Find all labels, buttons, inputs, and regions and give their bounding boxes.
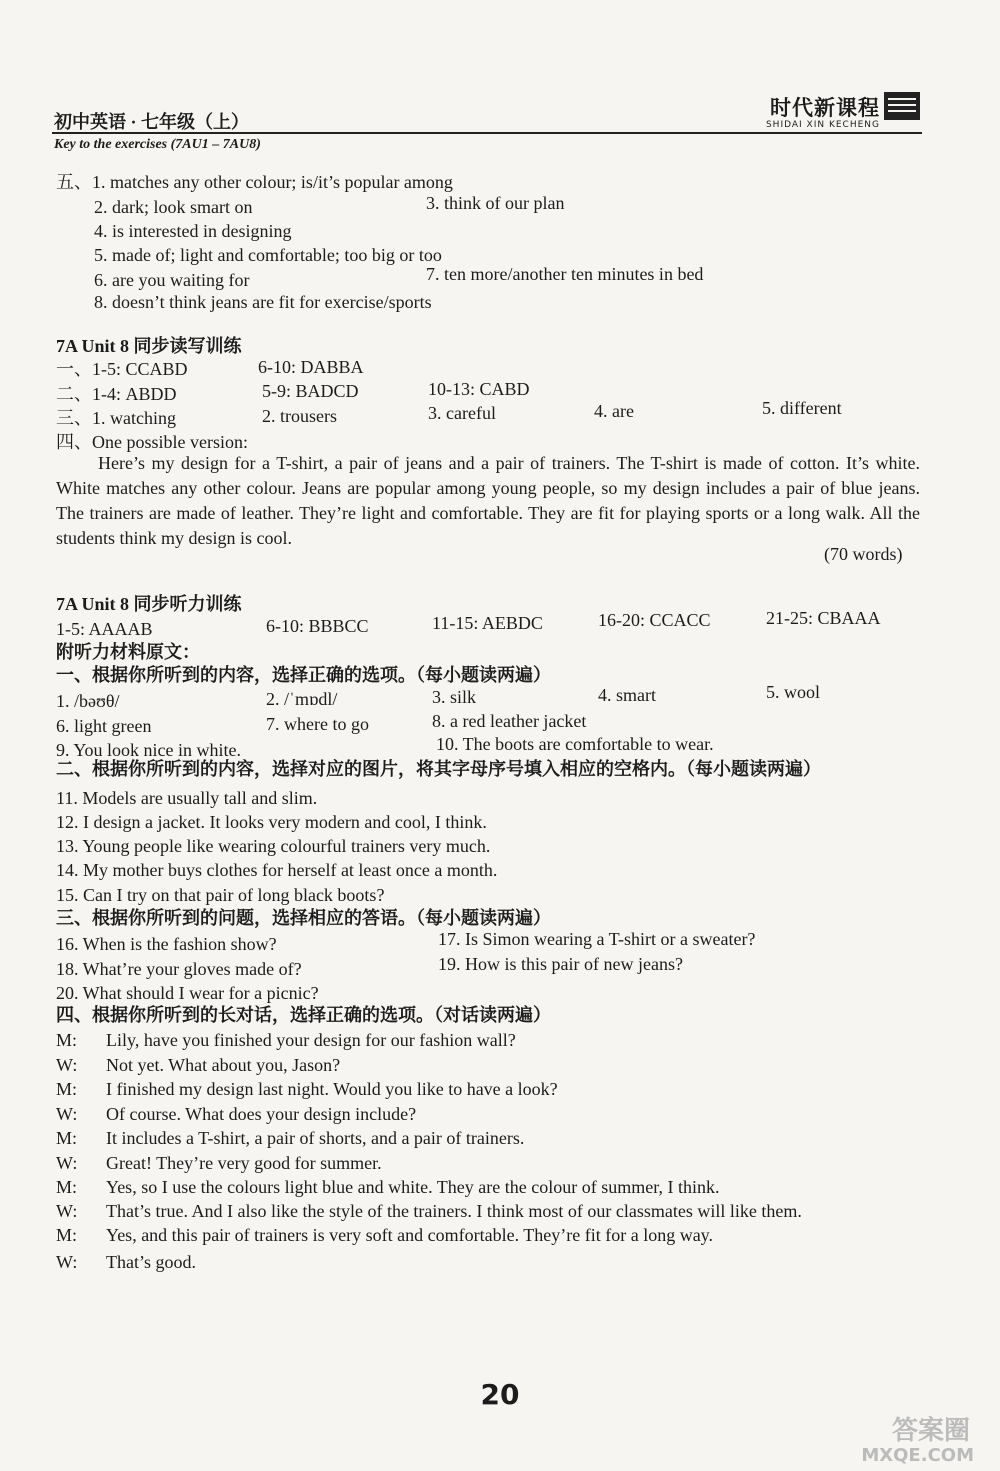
q14: 14. My mother buys clothes for herself at least once a month. [56,860,498,880]
q16: 16. When is the fashion show? [56,934,277,954]
dialogue-speaker: M: [56,1225,78,1245]
sec5-item-8: 8. doesn’t think jeans are fit for exercise/sports [94,292,432,312]
rw-row3-a: 三、1. watching [56,408,176,428]
dialogue-speaker: W: [56,1104,78,1124]
sec5-item-7: 7. ten more/another ten minutes in bed [426,264,704,284]
answer-1-5: 1-5: AAAAB [56,619,153,639]
q10: 10. The boots are comfortable to wear. [436,734,714,754]
dialogue-line: Of course. What does your design include? [106,1104,417,1124]
rw-row2-a: 二、1-4: ABDD [56,384,177,404]
listening-heading: 7A Unit 8 同步听力训练 [56,594,242,614]
rw-row4: 四、One possible version: [56,432,248,452]
rw-row2-c: 10-13: CABD [428,379,530,399]
sec5-line-1: 五、1. matches any other colour; is/it’s popular among [56,172,453,192]
header-subtitle: Key to the exercises (7AU1 – 7AU8) [54,137,261,152]
rw-row2-b: 5-9: BADCD [262,381,359,401]
rw-essay [56,451,920,551]
dialogue-speaker: W: [56,1153,78,1173]
q11: 11. Models are usually tall and slim. [56,788,318,808]
sec5-item-5: 5. made of; light and comfortable; too big or too [94,245,442,265]
q5: 5. wool [766,682,820,702]
rw-heading: 7A Unit 8 同步读写训练 [56,336,242,356]
watermark-url: MXQE.COM [861,1445,974,1466]
answer-6-10: 6-10: BBBCC [266,616,369,636]
q15: 15. Can I try on that pair of long black boots? [56,885,385,905]
q19: 19. How is this pair of new jeans? [438,954,683,974]
dialogue-line: That’s true. And I also like the style of the trainers. I think most of our classmates will like them. [106,1201,802,1221]
rw-row1-a: 一、1-5: CCABD [56,359,188,379]
answer-16-20: 16-20: CCACC [598,610,711,630]
dialogue-speaker: M: [56,1079,78,1099]
part4-heading: 四、根据你所听到的长对话，选择正确的选项。（对话读两遍） [56,1005,551,1025]
dialogue-line: Yes, and this pair of trainers is very soft and comfortable. They’re fit for a long way. [106,1225,714,1245]
dialogue-speaker: W: [56,1055,78,1075]
dialogue-speaker: W: [56,1201,78,1221]
dialogue-line: Great! They’re very good for summer. [106,1153,382,1173]
dialogue-speaker: W: [56,1252,78,1272]
header-rule [52,132,922,134]
q2: 2. /ˈmɒdl/ [266,689,338,709]
header-title: 初中英语 · 七年级（上） [54,112,250,132]
transcript-label: 附听力材料原文： [56,642,200,662]
rw-row3-c: 3. careful [428,403,496,423]
answer-11-15: 11-15: AEBDC [432,613,543,633]
q12: 12. I design a jacket. It looks very modern and cool, I think. [56,812,487,832]
watermark-logo: 答案圈 [891,1416,970,1446]
q9: 9. You look nice in white. [56,740,242,760]
dialogue-line: Yes, so I use the colours light blue and white. They are the colour of summer, I think. [106,1177,720,1197]
brand-logo-icon [884,92,920,120]
rw-row3-d: 4. are [594,401,634,421]
q4: 4. smart [598,685,656,705]
dialogue-speaker: M: [56,1030,78,1050]
brand [766,92,880,130]
q18: 18. What’re your gloves made of? [56,959,302,979]
rw-row3-e: 5. different [762,398,842,418]
sec5-item-3: 3. think of our plan [426,193,565,213]
q20: 20. What should I wear for a picnic? [56,983,319,1003]
dialogue-line: Lily, have you finished your design for our fashion wall? [106,1030,516,1050]
page-number: 20 [480,1378,520,1411]
q1: 1. /bəʊθ/ [56,691,120,711]
part1-heading: 一、根据你所听到的内容，选择正确的选项。（每小题读两遍） [56,665,551,685]
part2-heading: 二、根据你所听到的内容，选择对应的图片，将其字母序号填入相应的空格内。（每小题读两遍） [56,759,821,779]
answer-21-25: 21-25: CBAAA [766,608,881,628]
brand-pinyin: SHIDAI XIN KECHENG [765,120,880,130]
sec5-item-2: 2. dark; look smart on [94,197,253,217]
dialogue-speaker: M: [56,1177,78,1197]
dialogue-line: That’s good. [106,1252,196,1272]
q8: 8. a red leather jacket [432,711,587,731]
brand-name: 时代新课程 [770,96,880,120]
rw-word-count: (70 words) [824,544,903,564]
sec5-item-6: 6. are you waiting for [94,270,250,290]
q6: 6. light green [56,716,152,736]
rw-row1-b: 6-10: DABBA [258,357,364,377]
rw-row3-b: 2. trousers [262,406,337,426]
dialogue-line: I finished my design last night. Would you like to have a look? [106,1079,558,1099]
q7: 7. where to go [266,714,369,734]
dialogue-speaker: M: [56,1128,78,1148]
dialogue-line: It includes a T-shirt, a pair of shorts, and a pair of trainers. [106,1128,525,1148]
essay-text: Here’s my design for a T-shirt, a pair of jeans and a pair of trainers. The T-shirt is made of cotton. It’s white. White matches any other colour. Jeans are popular among young people, so my design includes a pair of blue jeans. The trainers are made of leather. They’re light and comfortable. They are fit for playing sports or a long walk. All the students think my design is cool. [56,453,920,548]
part3-heading: 三、根据你所听到的问题，选择相应的答语。（每小题读两遍） [56,908,551,928]
q13: 13. Young people like wearing colourful trainers very much. [56,836,491,856]
dialogue-line: Not yet. What about you, Jason? [106,1055,341,1075]
q3: 3. silk [432,687,477,707]
q17: 17. Is Simon wearing a T-shirt or a sweater? [438,929,756,949]
sec5-item-4: 4. is interested in designing [94,221,292,241]
